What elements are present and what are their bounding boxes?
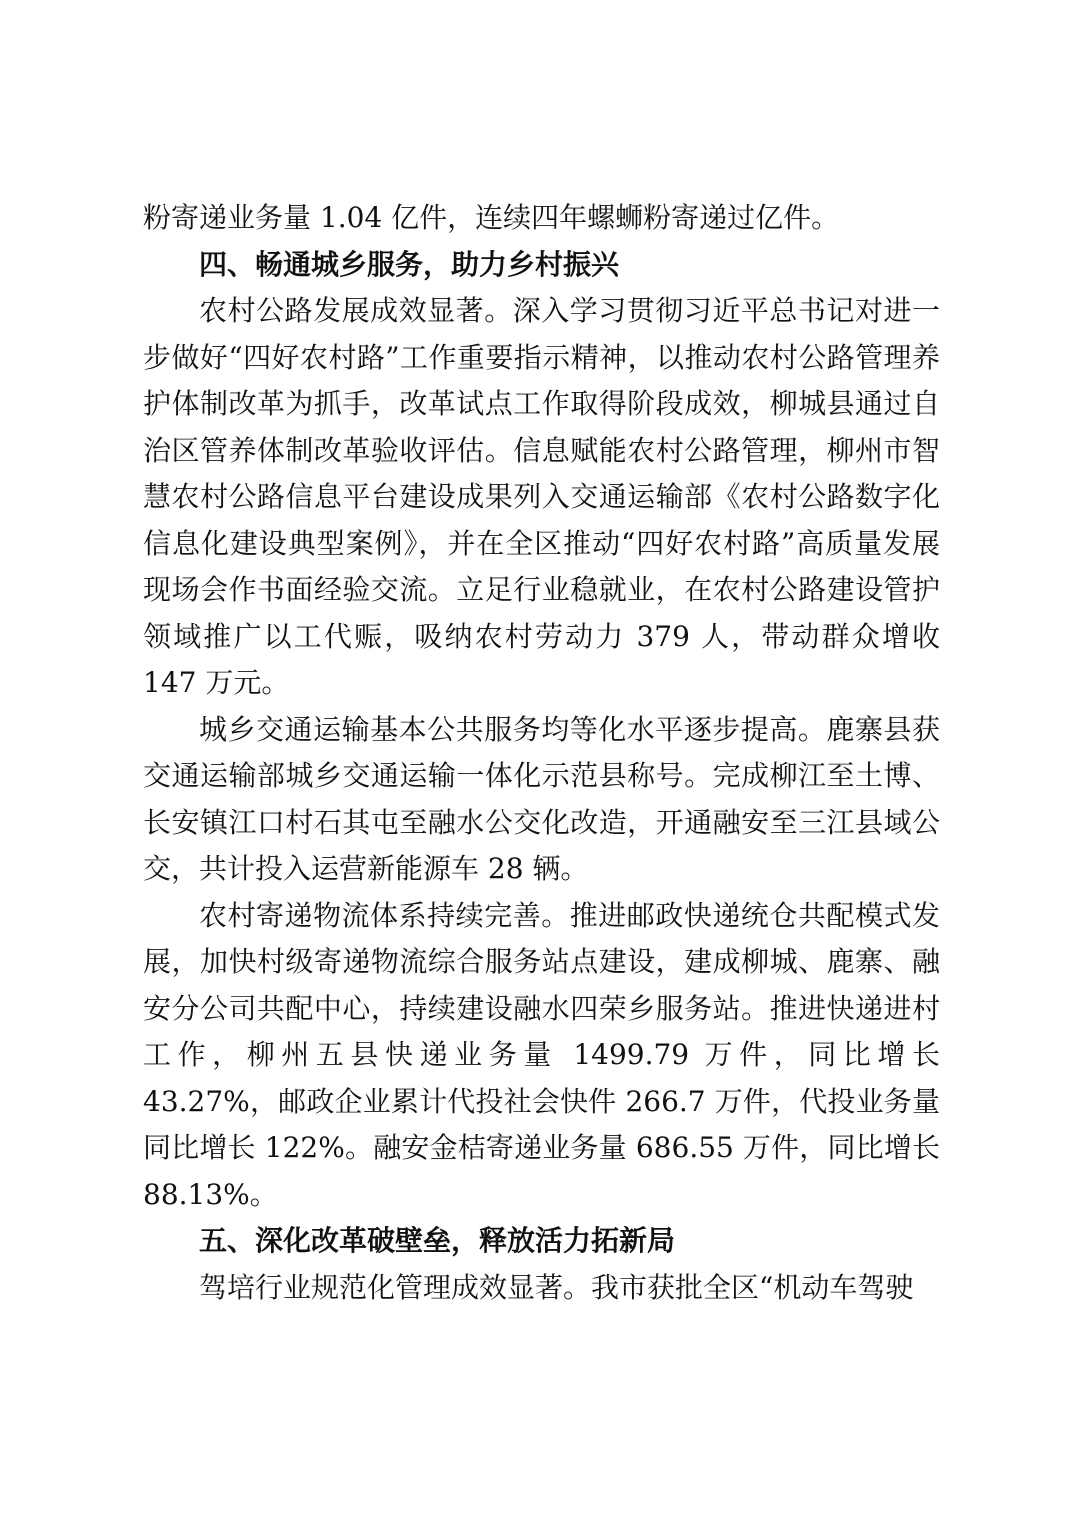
document-body (143, 195, 940, 1311)
paragraph-driver-training: 驾培行业规范化管理成效显著。我市获批全区“机动车驾驶 (199, 1270, 914, 1304)
paragraph-rural-roads: 农村公路发展成效显著。深入学习贯彻习近平总书记对进一步做好“四好农村路”工作重要指示精神，以推动农村公路管理养护体制改革为抓手，改革试点工作取得阶段成效，柳城县通过自治区管养体制改革验收评估。信息赋能农村公路管理，柳州市智慧农村公路信息平台建设成果列入交通运输部《农村公路数字化信息化建设典型案例》，并在全区推动“四好农村路”高质量发展现场会作书面经验交流。立足行业稳就业，在农村公路建设管护领域推广以工代赈，吸纳农村劳动力 379 人，带动群众增收 147 万元。 (143, 294, 940, 699)
paragraph-continuation: 粉寄递业务量 1.04 亿件，连续四年螺蛳粉寄递过亿件。 (143, 201, 840, 234)
paragraph-rural-logistics: 农村寄递物流体系持续完善。推进邮政快递统仓共配模式发展，加快村级寄递物流综合服务站点建设，建成柳城、鹿寨、融安分公司共配中心，持续建设融水四荣乡服务站。推进快递进村工作，柳州五县快递业务量 1499.79 万件，同比增长 43.27%，邮政企业累计代投社会快件 266.7 万件，代投业务量同比增长 122%。融安金桔寄递业务量 686.55 万件，同比增长 88.13%。 (143, 898, 940, 1211)
section-heading-5: 五、深化改革破壁垒，释放活力拓新局 (199, 1224, 676, 1257)
section-heading-4: 四、畅通城乡服务，助力乡村振兴 (199, 247, 620, 281)
paragraph-urban-rural-transport: 城乡交通运输基本公共服务均等化水平逐步提高。鹿寨县获交通运输部城乡交通运输一体化示范县称号。完成柳江至土博、长安镇江口村石其屯至融水公交化改造，开通融安至三江县域公交，共计投入运营新能源车 28 辆。 (143, 712, 940, 885)
